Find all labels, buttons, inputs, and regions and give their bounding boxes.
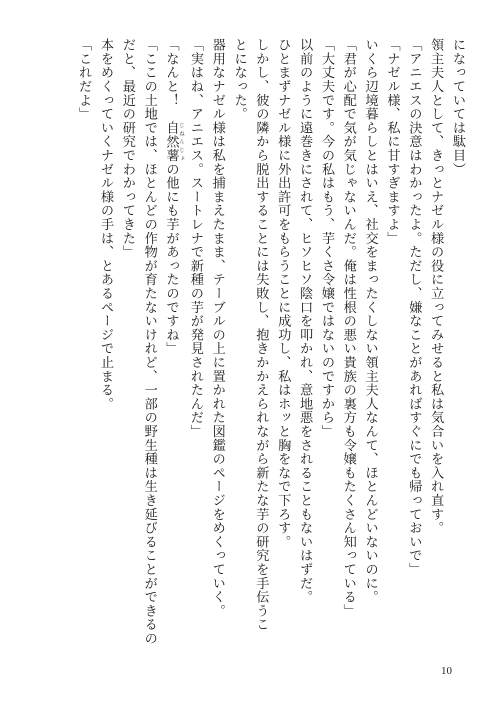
text-line: 「ここの土地では、ほとんどの作物が育たないけれど、一部の野生種は生き延びることができるの — [141, 38, 157, 646]
text-line-ruby: 「なんと！ 自然薯 じねんじょの他にも芋があったのですね」 — [163, 38, 185, 356]
text-line: だと、最近の研究でわかってきた」 — [119, 38, 135, 259]
text-line: 「ナゼル様、私に甘すぎますよ」 — [384, 38, 400, 245]
text-line: 以前のように遠巻きにされて、ヒソヒソ陰口を叩かれ、意地悪をされることもないはずだ。 — [297, 38, 313, 604]
text-line: 「君が心配で気が気じゃないんだ。俺は性根の悪い貴族の裏方も令嬢もたくさん知っている」 — [340, 38, 356, 618]
text-line: になっていては駄目） — [450, 38, 465, 176]
text-line: 本をめくっていくナゼル様の手は、とあるページで止まる。 — [98, 38, 113, 411]
page-number: 10 — [441, 665, 452, 677]
text-line: とになった。 — [231, 38, 247, 121]
text-line: いくら辺境暮らしとはいえ、社交をまったくしない領主夫人なんて、ほとんどいないのに。 — [362, 38, 378, 604]
text-line: ひとまずナゼル様に外出許可をもらうことに成功し、私はホッと胸をなで下ろす。 — [275, 38, 291, 549]
ruby-word: 自然薯 じねんじょ — [163, 120, 185, 163]
text-line: 「実はね、アニエス。スートレナで新種の芋が発見されたんだ」 — [187, 38, 203, 439]
text-line: 器用なナゼル様は私を捕まえたまま、テーブルの上に置かれた図鑑のページをめくっていく。 — [209, 38, 225, 618]
text-line: しかし、彼の隣から脱出することには失敗し、抱きかかえられながら新たな芋の研究を手伝うこ — [253, 38, 269, 632]
vertical-text-body — [28, 38, 468, 648]
ruby-reading: じねんじょ — [178, 120, 185, 163]
text-line: 領主夫人として、きっとナゼル様の役に立ってみせると私は気合いを入れ直す。 — [428, 38, 444, 535]
text-line: 「これだよ」 — [76, 38, 92, 121]
text-line: 「大丈夫です。今の私はもう、芋くさ令嬢ではないのですから」 — [318, 38, 334, 439]
text-line: 「アニエスの決意はわかったよ。ただし、嫌なことがあればすぐにでも帰っておいで」 — [406, 38, 422, 577]
